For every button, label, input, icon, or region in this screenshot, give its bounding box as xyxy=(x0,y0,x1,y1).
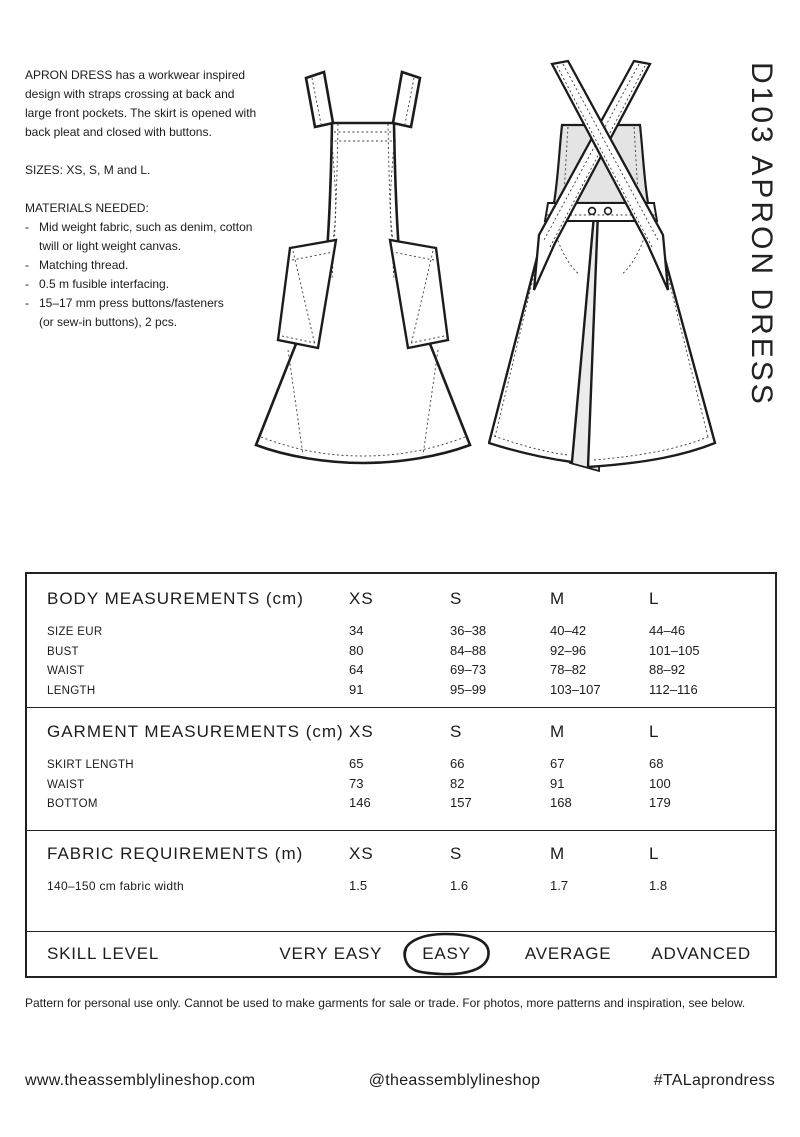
list-dash: - xyxy=(25,258,29,272)
description-line: APRON DRESS has a workwear inspired xyxy=(25,68,246,82)
column-header: XS xyxy=(349,722,374,741)
cell-value: 67 xyxy=(550,756,565,771)
skill-option-very-easy: VERY EASY xyxy=(279,944,383,963)
cell-value: 65 xyxy=(349,756,364,771)
row-label: WAIST xyxy=(47,778,85,791)
table-row xyxy=(27,681,775,701)
column-header: L xyxy=(649,589,660,608)
skill-option-easy-text: EASY xyxy=(422,944,471,963)
column-header: M xyxy=(550,844,566,863)
footer-links-row xyxy=(25,1072,775,1090)
measurements-table xyxy=(25,572,777,978)
table-row xyxy=(27,622,775,642)
sizes-line: SIZES: XS, S, M and L. xyxy=(25,163,151,177)
row-label: LENGTH xyxy=(47,684,96,697)
list-dash: - xyxy=(25,220,29,234)
section-title: FABRIC REQUIREMENTS (m) xyxy=(47,844,304,863)
description-line: large front pockets. The skirt is opened with xyxy=(25,106,257,120)
description-line: back pleat and closed with buttons. xyxy=(25,125,212,139)
cell-value: 103–107 xyxy=(550,681,601,697)
cell-value: 179 xyxy=(649,795,671,810)
cell-value: 36–38 xyxy=(450,623,487,638)
cell-value: 44–46 xyxy=(649,623,686,638)
column-header: M xyxy=(550,589,566,608)
row-label: BOTTOM xyxy=(47,798,98,810)
cell-value: 80 xyxy=(349,642,364,658)
description-paragraph xyxy=(25,66,256,142)
cell-value: 84–88 xyxy=(450,642,487,658)
garment-measurements-section xyxy=(27,708,775,831)
selection-circle-icon xyxy=(396,930,497,978)
row-label: WAIST xyxy=(47,665,85,677)
table-row xyxy=(27,755,775,775)
cell-value: 157 xyxy=(450,795,472,810)
materials-item-line: Matching thread. xyxy=(39,258,129,272)
cell-value: 82 xyxy=(450,775,465,791)
column-header: XS xyxy=(349,844,374,863)
list-dash: - xyxy=(25,296,29,310)
row-label: SKIRT LENGTH xyxy=(47,759,134,771)
cell-value: 101–105 xyxy=(649,642,700,658)
materials-item-line: 0.5 m fusible interfacing. xyxy=(39,277,170,291)
skill-option-easy-selected xyxy=(396,944,497,964)
cell-value: 64 xyxy=(349,662,364,677)
skill-level-section xyxy=(27,932,775,976)
materials-item xyxy=(25,275,256,294)
column-header: XS xyxy=(349,589,374,608)
cell-value: 73 xyxy=(349,775,364,791)
column-header: M xyxy=(550,722,566,741)
apron-front-drawing-svg xyxy=(248,57,478,469)
list-dash: - xyxy=(25,277,29,291)
cell-value: 40–42 xyxy=(550,623,587,638)
cell-value: 91 xyxy=(550,775,565,791)
cell-value: 95–99 xyxy=(450,681,487,697)
section-title: GARMENT MEASUREMENTS (cm) xyxy=(47,722,344,741)
body-measurements-section xyxy=(27,574,775,708)
cell-value: 34 xyxy=(349,623,364,638)
skill-option-advanced: ADVANCED xyxy=(651,944,751,963)
skill-option-average: AVERAGE xyxy=(524,944,612,963)
row-label: 140–150 cm fabric width xyxy=(47,879,184,893)
hashtag: #TALaprondress xyxy=(653,1072,775,1089)
cell-value: 1.8 xyxy=(649,878,668,893)
materials-item-line: Mid weight fabric, such as denim, cotton xyxy=(39,220,253,234)
cell-value: 78–82 xyxy=(550,662,587,677)
table-row xyxy=(27,794,775,814)
column-header: S xyxy=(450,589,463,608)
pattern-title-vertical: D103 APRON DRESS xyxy=(745,62,778,407)
cell-value: 91 xyxy=(349,681,364,697)
materials-list xyxy=(25,218,256,332)
cell-value: 168 xyxy=(550,795,572,810)
section-title: BODY MEASUREMENTS (cm) xyxy=(47,589,304,608)
skill-level-label: SKILL LEVEL xyxy=(47,944,160,963)
fabric-requirements-section xyxy=(27,831,775,932)
cell-value: 100 xyxy=(649,775,671,791)
materials-item-line: (or sew-in buttons), 2 pcs. xyxy=(39,315,178,329)
row-label: SIZE EUR xyxy=(47,626,103,638)
description-line: design with straps crossing at back and xyxy=(25,87,235,101)
table-row xyxy=(27,661,775,681)
table-row xyxy=(27,775,775,795)
cell-value: 1.6 xyxy=(450,878,469,893)
column-header: L xyxy=(649,722,660,741)
cell-value: 1.5 xyxy=(349,878,368,893)
cell-value: 69–73 xyxy=(450,662,487,677)
cell-value: 66 xyxy=(450,756,465,771)
table-row xyxy=(27,642,775,662)
intro-text-block xyxy=(25,66,256,332)
materials-item xyxy=(25,256,256,275)
apron-front-technical-drawing xyxy=(248,57,478,469)
cell-value: 88–92 xyxy=(649,662,686,677)
column-header: L xyxy=(649,844,660,863)
website-link: www.theassemblylineshop.com xyxy=(25,1072,256,1089)
materials-title: MATERIALS NEEDED: xyxy=(25,201,149,215)
column-header: S xyxy=(450,722,463,741)
materials-item-line: 15–17 mm press buttons/fasteners xyxy=(39,296,224,310)
cell-value: 1.7 xyxy=(550,878,569,893)
materials-item-line: twill or light weight canvas. xyxy=(39,239,182,253)
apron-back-drawing-svg xyxy=(488,55,728,477)
column-header: S xyxy=(450,844,463,863)
cell-value: 68 xyxy=(649,756,664,771)
table-row xyxy=(27,877,775,896)
instagram-handle: @theassemblylineshop xyxy=(368,1072,541,1089)
apron-back-technical-drawing xyxy=(488,55,728,477)
cell-value: 112–116 xyxy=(649,681,698,697)
cell-value: 92–96 xyxy=(550,642,587,658)
materials-item xyxy=(25,218,256,256)
license-note: Pattern for personal use only. Cannot be used to make garments for sale or trade. For photos, more patterns and inspiration, see below. xyxy=(25,996,746,1010)
cell-value: 146 xyxy=(349,795,371,810)
materials-item xyxy=(25,294,256,332)
row-label: BUST xyxy=(47,645,79,658)
